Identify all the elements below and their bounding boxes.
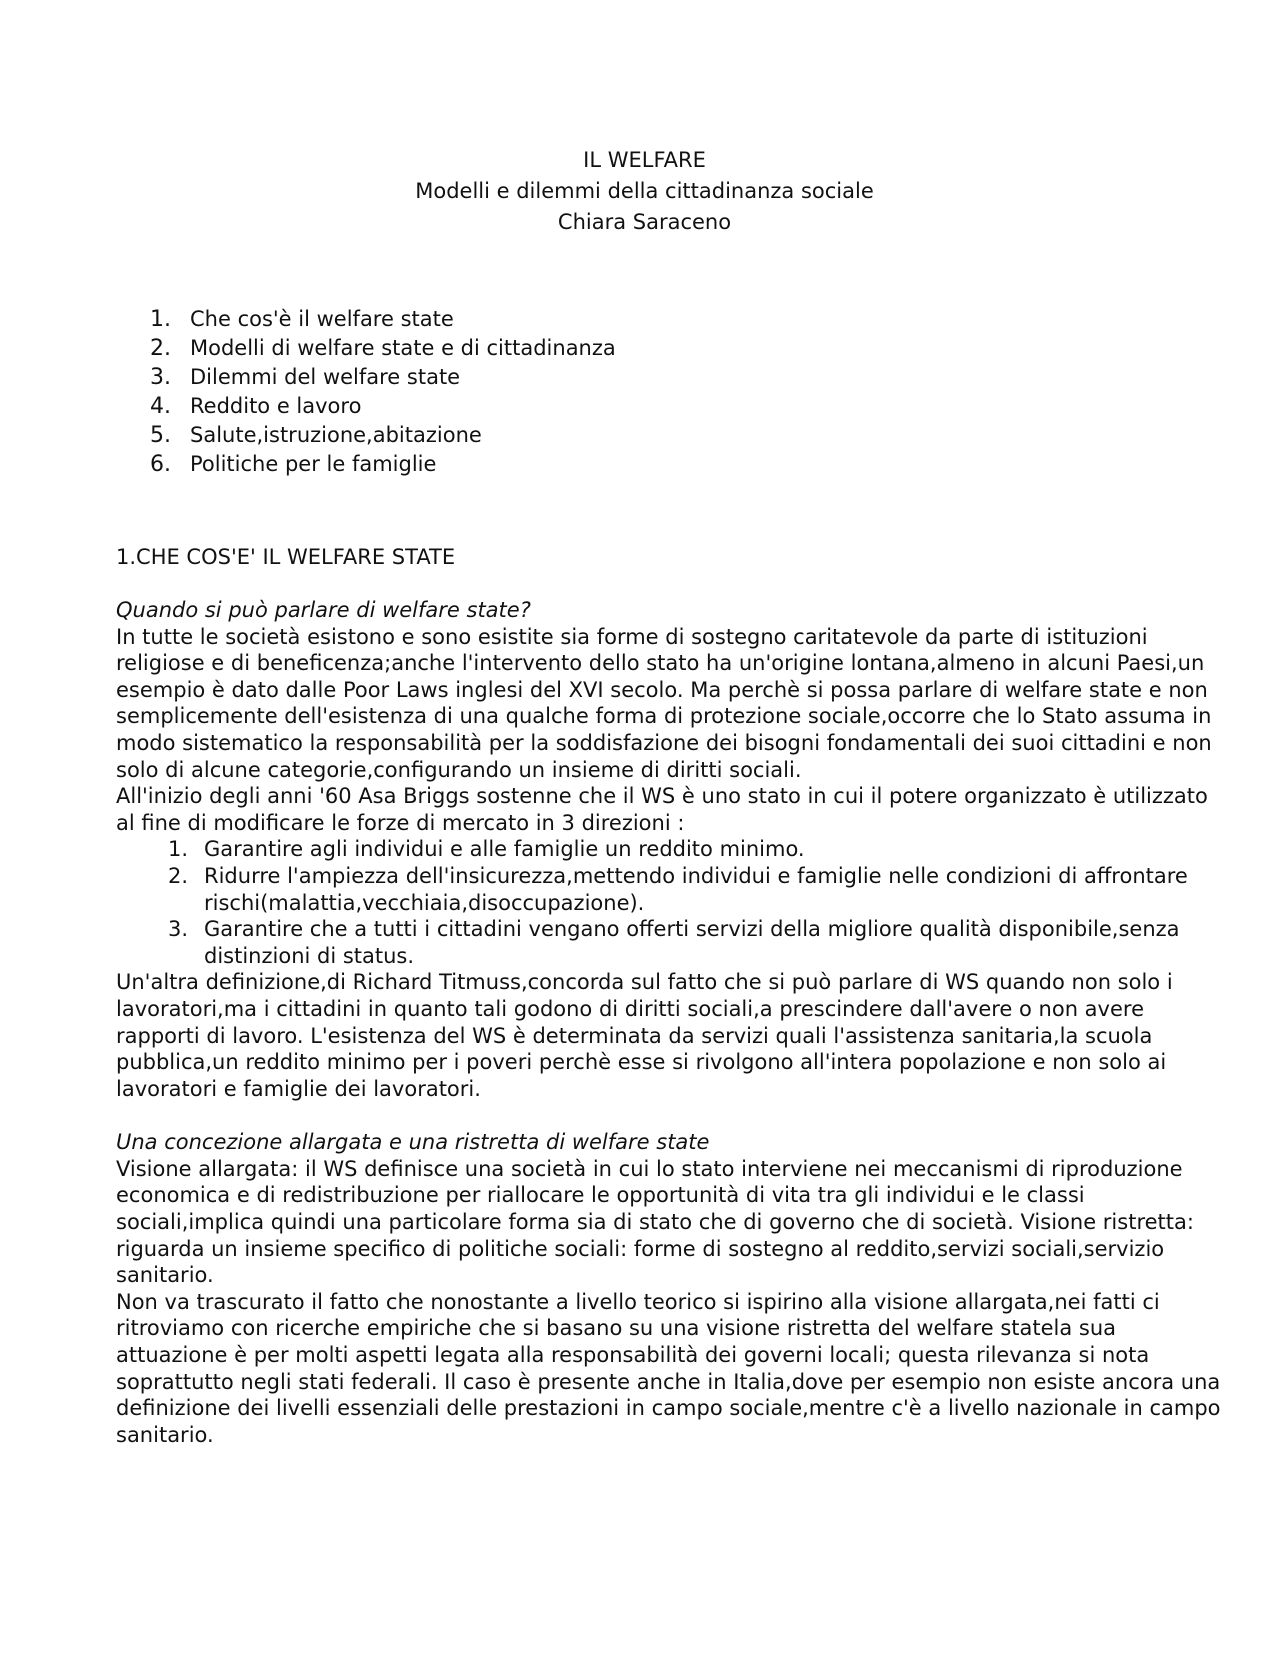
toc-label: Modelli di welfare state e di cittadinanza — [190, 336, 616, 360]
toc-item — [150, 421, 616, 450]
list-item — [116, 863, 1226, 916]
paragraph-titmuss: Un'altra definizione,di Richard Titmuss,concorda sul fatto che si può parlare di WS quando non solo i lavoratori,ma i cittadini in quanto tali godono di diritti sociali,a prescindere dall'avere o non avere rapporti di lavoro. L'esistenza del WS è determinata da servizi quali l'assistenza sanitaria,la scuola pubblica,un reddito minimo per i poveri perchè esse si rivolgono all'intera popolazione e non solo ai lavoratori e famiglie dei lavoratori. — [116, 970, 1173, 1101]
title-block — [0, 145, 1280, 238]
toc-item — [150, 334, 616, 363]
list-text: Ridurre l'ampiezza dell'insicurezza,mettendo individui e famiglie nelle condizioni di affrontare rischi(malattia,vecchiaia,disoccupazione). — [204, 863, 1188, 915]
toc-item — [150, 392, 616, 421]
spacer — [116, 570, 1226, 597]
toc-number: 2. — [150, 336, 171, 361]
toc-label: Salute,istruzione,abitazione — [190, 423, 482, 447]
toc-label: Reddito e lavoro — [190, 394, 362, 418]
subheading-when: Quando si può parlare di welfare state? — [116, 598, 531, 622]
toc-item — [150, 305, 616, 334]
toc-number: 1. — [150, 307, 171, 332]
paragraph-intro: In tutte le società esistono e sono esistite sia forme di sostegno caritatevole da parte di istituzioni religiose e di beneficenza;anche l'intervento dello stato ha un'origine lontana,almeno in alcuni Paesi,un esempio è dato dalle Poor Laws inglesi del XVI secolo. Ma perchè si possa parlare di welfare state e non semplicemente dell'esistenza di una qualche forma di protezione sociale,occorre che lo Stato assuma in modo sistematico la responsabilità per la soddisfazione dei bisogni fondamentali dei suoi cittadini e non solo di alcune categorie,configurando un insieme di diritti sociali. — [116, 624, 1212, 782]
document-subtitle: Modelli e dilemmi della cittadinanza sociale — [415, 179, 874, 203]
toc-item — [150, 363, 616, 392]
toc-number: 5. — [150, 423, 171, 448]
list-number: 2. — [167, 863, 188, 888]
spacer — [116, 1102, 1226, 1129]
list-item — [116, 836, 1226, 863]
subheading-concezione: Una concezione allargata e una ristretta di welfare state — [116, 1130, 710, 1155]
list-number: 3. — [167, 917, 188, 942]
toc-label: Che cos'è il welfare state — [190, 307, 454, 331]
toc-number: 3. — [150, 365, 171, 390]
toc-number: 4. — [150, 394, 171, 419]
paragraph-trascurato: Non va trascurato il fatto che nonostante a livello teorico si ispirino alla visione allargata,nei fatti ci ritroviamo con ricerche empiriche che si basano su una visione ristretta del welfare statela sua attuazione è per molti aspetti legata alla responsabilità dei governi locali; questa rilevanza si nota soprattutto negli stati federali. Il caso è presente anche in Italia,dove per esempio non esiste ancora una definizione dei livelli essenziali delle prestazioni in campo sociale,mentre c'è a livello nazionale in campo sanitario. — [116, 1289, 1221, 1447]
document-title: IL WELFARE — [583, 148, 706, 172]
briggs-directions-list — [116, 836, 1226, 969]
section-1 — [116, 544, 1226, 1448]
paragraph-briggs: All'inizio degli anni '60 Asa Briggs sostenne che il WS è uno stato in cui il potere organizzato è utilizzato al fine di modificare le forze di mercato in 3 direzioni : — [116, 784, 1208, 835]
list-text: Garantire che a tutti i cittadini vengano offerti servizi della migliore qualità disponibile,senza distinzioni di status. — [204, 917, 1180, 968]
paragraph-visione: Visione allargata: il WS definisce una società in cui lo stato interviene nei meccanismi di riproduzione economica e di redistribuzione per riallocare le opportunità di vita tra gli individui e le classi sociali,implica quindi una particolare forma sia di stato che di governo che di società. Visione ristretta: riguarda un insieme specifico di politiche sociali: forme di sostegno al reddito,servizi sociali,servizio sanitario. — [116, 1156, 1194, 1288]
toc-number: 6. — [150, 452, 171, 477]
list-number: 1. — [167, 837, 188, 862]
section-heading: 1.CHE COS'E' IL WELFARE STATE — [116, 545, 456, 569]
toc-label: Dilemmi del welfare state — [190, 365, 461, 389]
list-text: Garantire agli individui e alle famiglie un reddito minimo. — [204, 837, 805, 862]
toc-label: Politiche per le famiglie — [190, 452, 437, 476]
document-author: Chiara Saraceno — [557, 210, 732, 234]
table-of-contents — [150, 305, 616, 479]
list-item — [116, 916, 1226, 969]
toc-item — [150, 450, 616, 479]
